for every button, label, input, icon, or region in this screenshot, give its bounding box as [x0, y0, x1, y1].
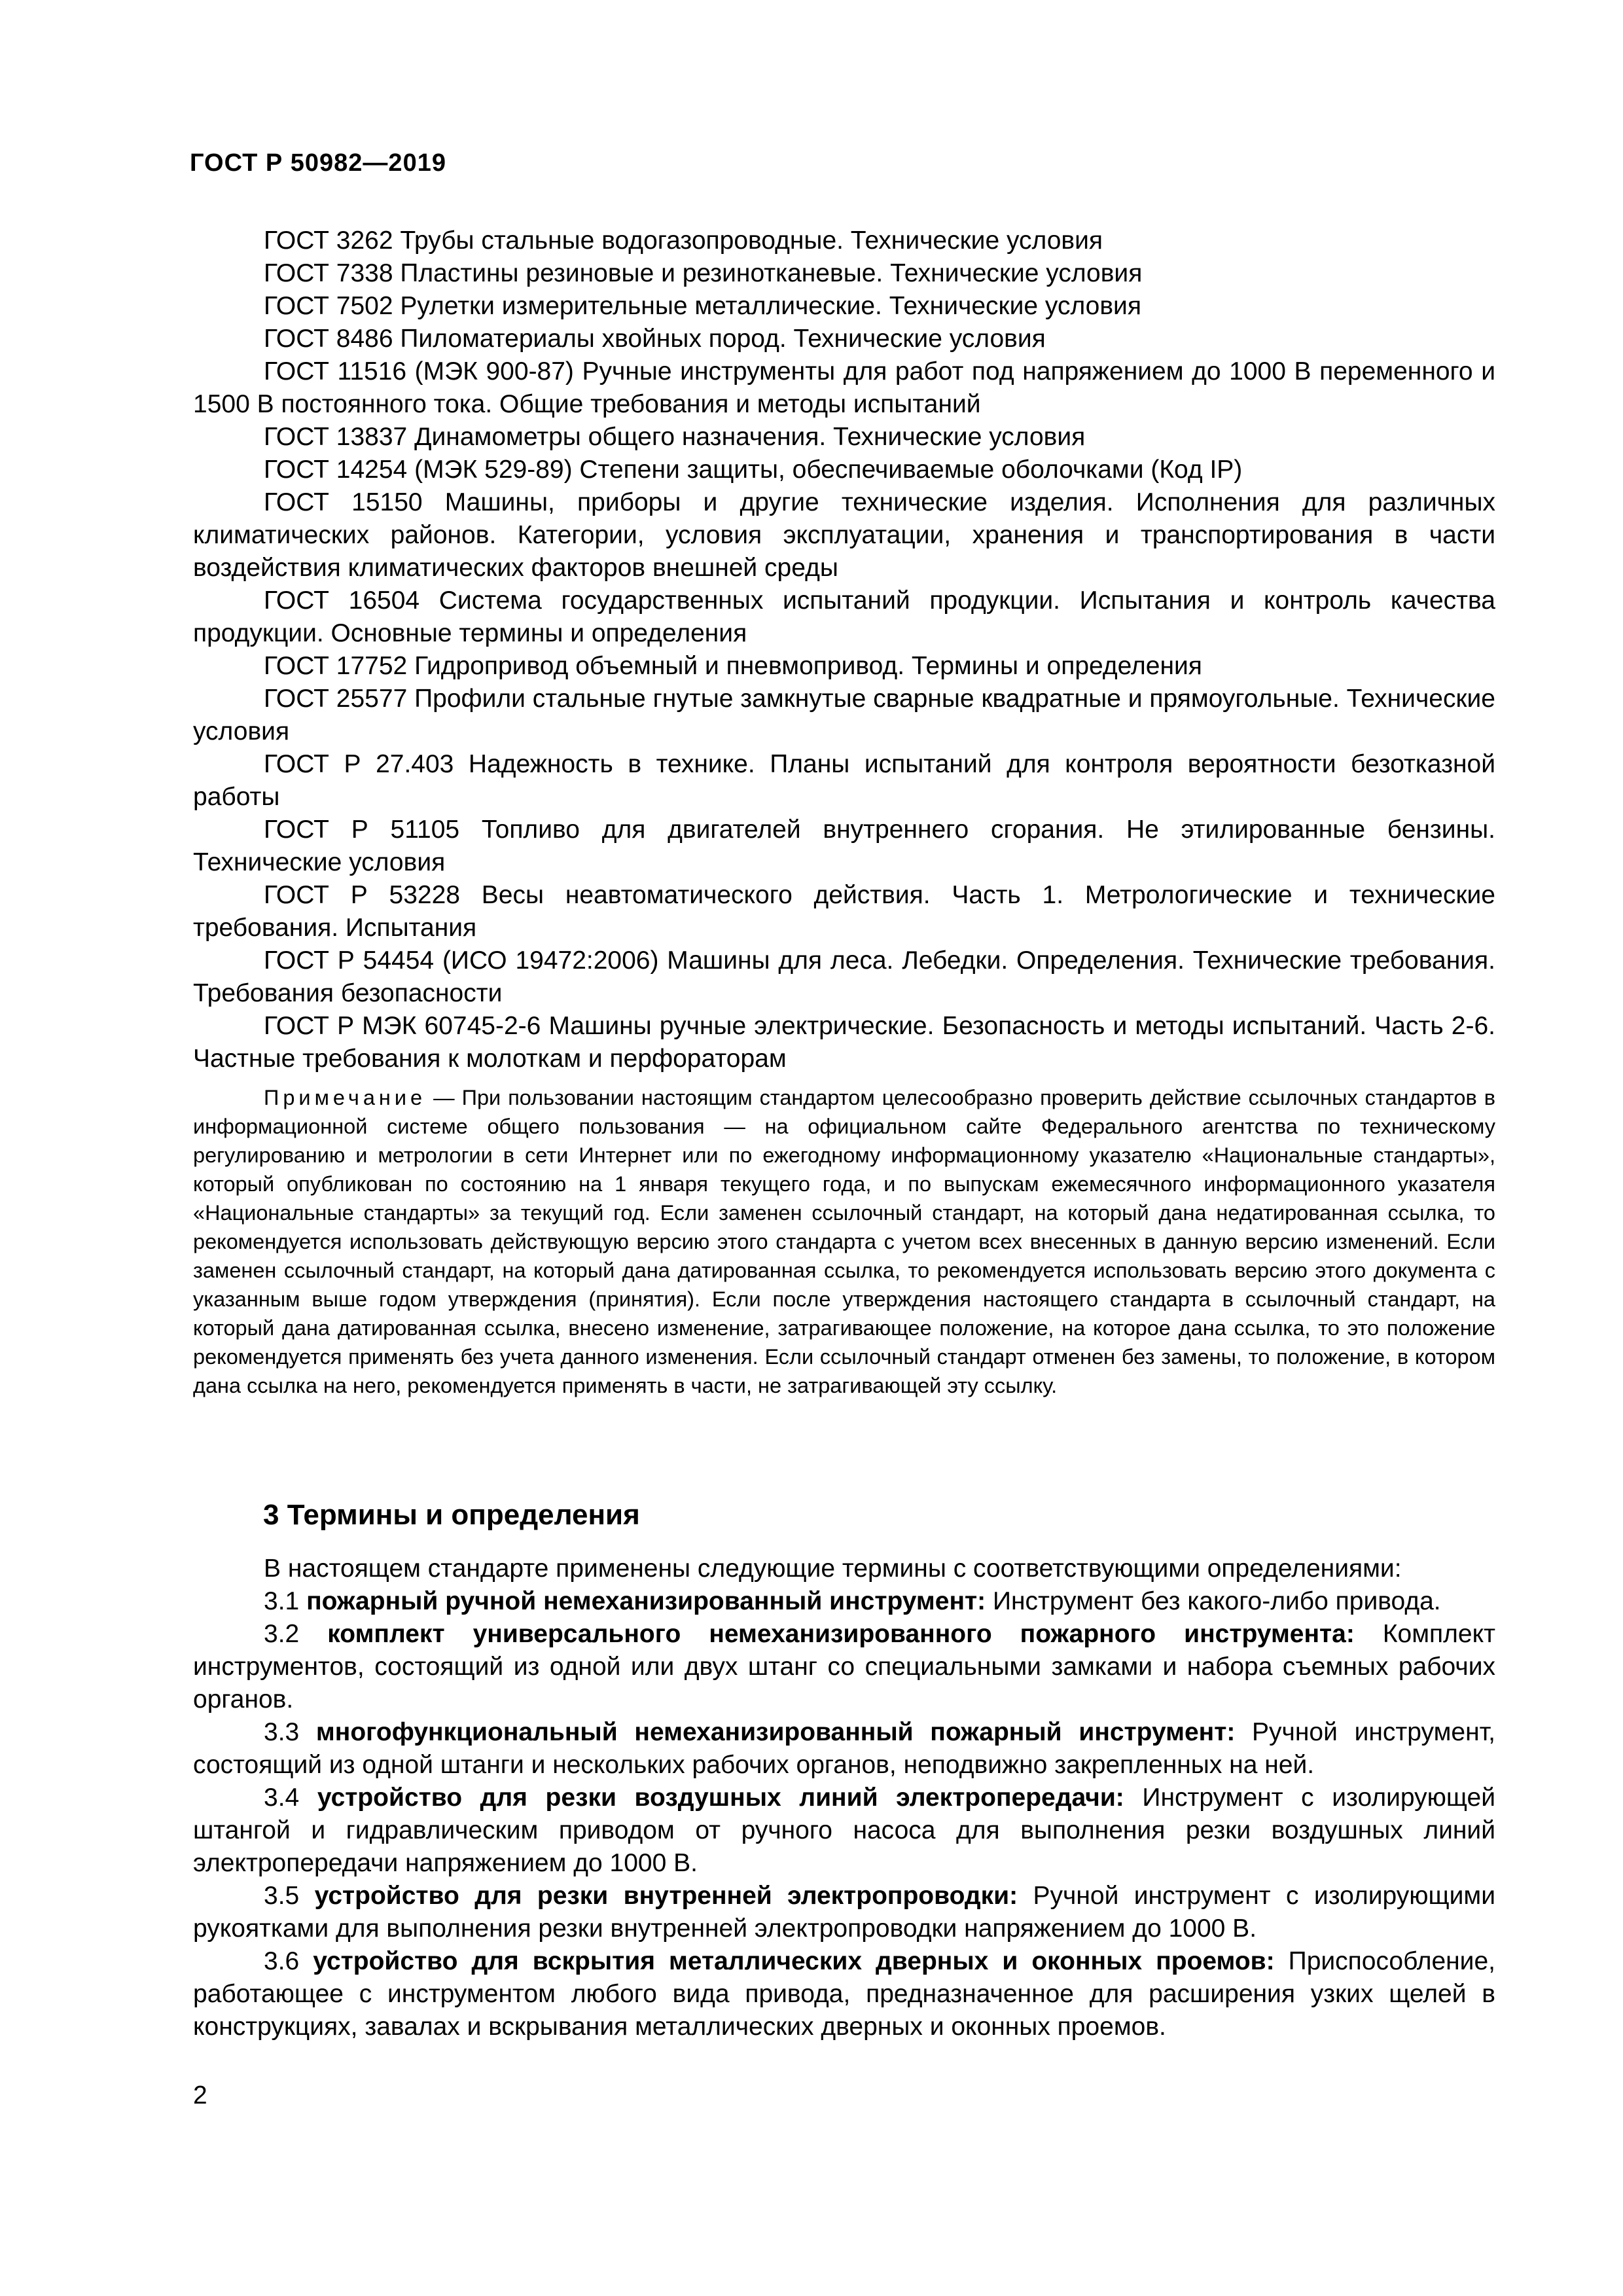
reference-item: ГОСТ Р 53228 Весы неавтоматического действия. Часть 1. Метрологические и технические требования. Испытания: [193, 881, 1495, 942]
term-item: [193, 1945, 1495, 2043]
reference-item: ГОСТ Р 54454 (ИСО 19472:2006) Машины для леса. Лебедки. Определения. Технические требования. Требования безопасности: [193, 946, 1495, 1007]
term-name: комплект универсального немеханизированного пожарного инструмента:: [327, 1620, 1355, 1648]
term-definition: Инструмент с изолирующей штангой и гидравлическим приводом от ручного насоса для выполнения резки воздушных линий электропередачи напряжением до 1000 В.: [193, 1784, 1496, 1877]
terms-intro: В настоящем стандарте применены следующие термины с соответствующими определениями:: [264, 1554, 1402, 1583]
term-definition: Приспособление, работающее с инструментом любого вида привода, предназначенное для расширения узких щелей в конструкциях, завалах и вскрывания металлических дверных и оконных проемов.: [193, 1947, 1495, 2041]
term-name: устройство для резки внутренней электропроводки:: [314, 1882, 1018, 1910]
terms-list: [193, 1552, 1495, 2043]
reference-item: ГОСТ 25577 Профили стальные гнутые замкнутые сварные квадратные и прямоугольные. Технические условия: [193, 685, 1495, 745]
note-text: — При пользовании настоящим стандартом целесообразно проверить действие ссылочных стандартов в информационной системе общего пользования — на официальном сайте Федерального агентства по техническому регулированию и метрологии в сети Интернет или по ежегодному информационному указателю «Национальные стандарты», который опубликован по состоянию на 1 января текущего года, и по выпускам ежемесячного информационного указателя «Национальные стандарты» за текущий год. Если заменен ссылочный стандарт, на который дана недатированная ссылка, то рекомендуется использовать действующую версию этого стандарта с учетом всех внесенных в данную версию изменений. Если заменен ссылочный стандарт, на который дана датированная ссылка, то рекомендуется использовать версию этого документа с указанным выше годом утверждения (принятия). Если после утверждения настоящего стандарта в ссылочный стандарт, на который дана датированная ссылка, внесено изменение, затрагивающее положение, на которое дана ссылка, то это положение рекомендуется применять без учета данного изменения. Если ссылочный стандарт отменен без замены, то положение, в котором дана ссылка на него, рекомендуется применять в части, не затрагивающей эту ссылку.: [193, 1086, 1495, 1397]
reference-item: ГОСТ Р МЭК 60745-2-6 Машины ручные электрические. Безопасность и методы испытаний. Часть 2-6. Частные требования к молоткам и перфораторам: [193, 1012, 1495, 1073]
term-item: [193, 1618, 1495, 1716]
reference-item: ГОСТ 11516 (МЭК 900-87) Ручные инструменты для работ под напряжением до 1000 В переменного и 1500 В постоянного тока. Общие требования и методы испытаний: [193, 357, 1495, 418]
term-number: 3.3: [264, 1718, 300, 1746]
note-label: Примечание: [264, 1086, 427, 1109]
term-item: [193, 1880, 1495, 1945]
reference-item: ГОСТ 15150 Машины, приборы и другие технические изделия. Исполнения для различных климатических районов. Категории, условия эксплуатации, хранения и транспортирования в части воздействия климатических факторов внешней среды: [193, 488, 1495, 582]
term-definition: Инструмент без какого-либо привода.: [986, 1587, 1441, 1615]
reference-item: ГОСТ 8486 Пиломатериалы хвойных пород. Технические условия: [264, 325, 1046, 353]
term-name: многофункциональный немеханизированный пожарный инструмент:: [315, 1718, 1236, 1746]
term-name: устройство для вскрытия металлических дверных и оконных проемов:: [313, 1947, 1275, 1975]
reference-item: ГОСТ 17752 Гидропривод объемный и пневмопривод. Термины и определения: [264, 652, 1202, 680]
term-number: 3.2: [264, 1620, 300, 1648]
reference-item: ГОСТ 13837 Динамометры общего назначения. Технические условия: [264, 423, 1086, 451]
term-item: [193, 1716, 1495, 1782]
reference-item: ГОСТ 14254 (МЭК 529-89) Степени защиты, обеспечиваемые оболочками (Код IP): [264, 456, 1243, 484]
note-paragraph: [193, 1083, 1495, 1400]
page-number: 2: [193, 2081, 207, 2109]
reference-item: ГОСТ 16504 Система государственных испытаний продукции. Испытания и контроль качества продукции. Основные термины и определения: [193, 586, 1495, 647]
note-block: [193, 1083, 1495, 1400]
reference-item: ГОСТ 3262 Трубы стальные водогазопроводные. Технические условия: [264, 226, 1103, 255]
term-item: [193, 1782, 1495, 1880]
document-header: ГОСТ Р 50982—2019: [190, 149, 446, 177]
term-number: 3.5: [264, 1882, 300, 1910]
term-definition: Комплект инструментов, состоящий из одной или двух штанг со специальными замками и набора съемных рабочих органов.: [193, 1620, 1495, 1713]
term-number: 3.1: [264, 1587, 300, 1615]
term-definition: Ручной инструмент, состоящий из одной штанги и нескольких рабочих органов, неподвижно закрепленных на ней.: [193, 1718, 1495, 1779]
reference-item: ГОСТ Р 27.403 Надежность в технике. Планы испытаний для контроля вероятности безотказной работы: [193, 750, 1495, 811]
reference-item: ГОСТ 7502 Рулетки измерительные металлические. Технические условия: [264, 292, 1141, 320]
term-item: [193, 1585, 1495, 1618]
section-title: 3 Термины и определения: [263, 1499, 640, 1531]
term-number: 3.6: [264, 1947, 300, 1975]
term-name: устройство для резки воздушных линий электропередачи:: [317, 1784, 1124, 1812]
term-name: пожарный ручной немеханизированный инструмент:: [306, 1587, 986, 1615]
term-number: 3.4: [264, 1784, 300, 1812]
normative-references-list: [193, 224, 1495, 1075]
reference-item: ГОСТ 7338 Пластины резиновые и резинотканевые. Технические условия: [264, 259, 1143, 287]
reference-item: ГОСТ Р 51105 Топливо для двигателей внутреннего сгорания. Не этилированные бензины. Технические условия: [193, 816, 1495, 876]
term-definition: Ручной инструмент с изолирующими рукоятками для выполнения резки внутренней электропроводки напряжением до 1000 В.: [193, 1882, 1495, 1943]
